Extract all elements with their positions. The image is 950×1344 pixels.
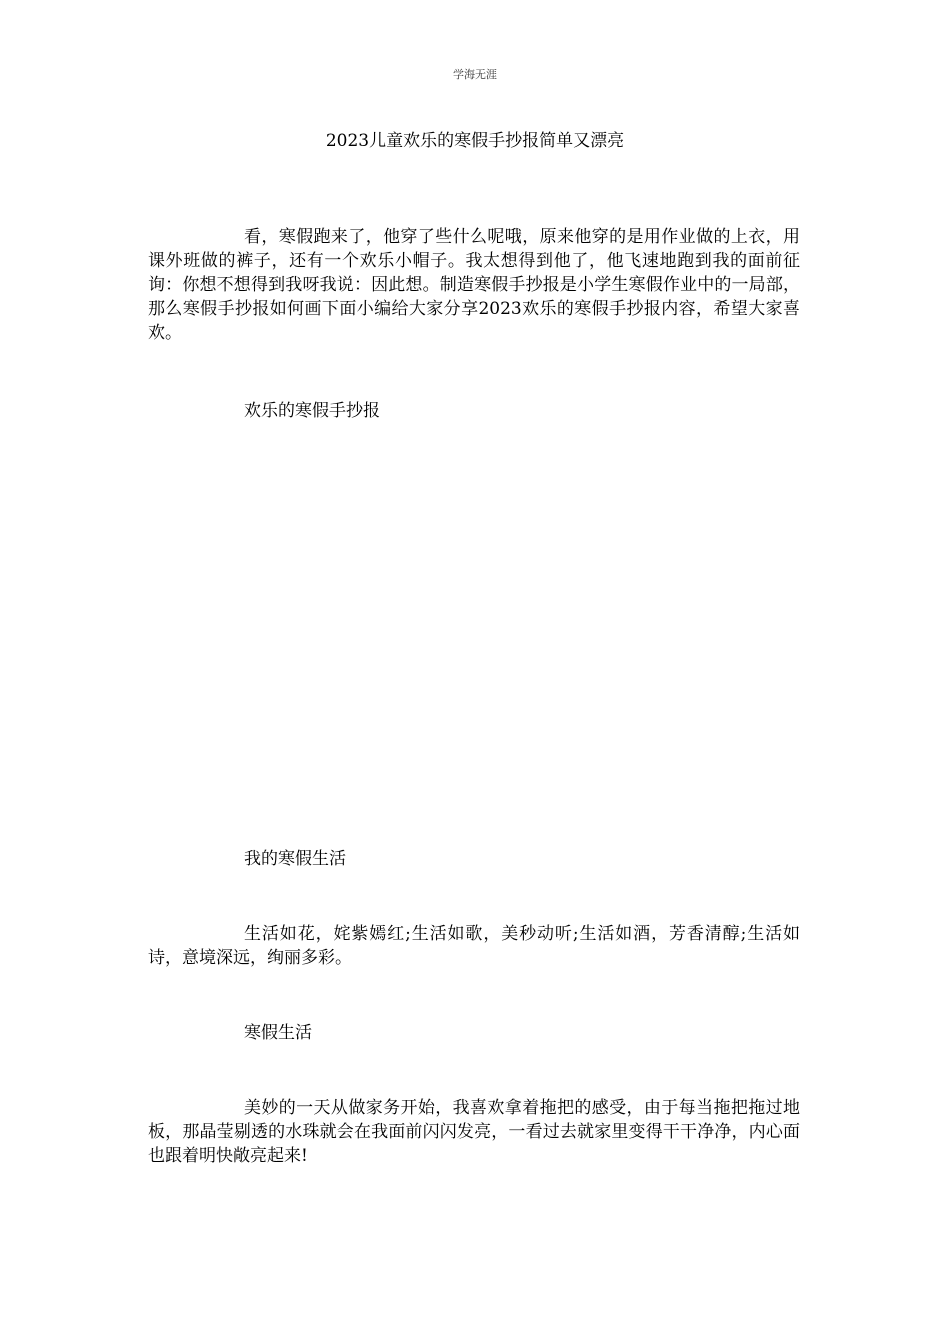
chores-paragraph: 美妙的一天从做家务开始，我喜欢拿着拖把的感受，由于每当拖把拖过地板，那晶莹剔透的水珠就会在我面前闪闪发亮，一看过去就家里变得干干净净，内心面也跟着明快敞亮起来! — [148, 1098, 800, 1166]
life-paragraph: 生活如花，姹紫嫣红;生活如歌，美秒动听;生活如酒，芳香清醇;生活如诗，意境深远，绚丽多彩。 — [148, 924, 800, 968]
document-title: 2023儿童欢乐的寒假手抄报简单又漂亮 — [325, 131, 625, 151]
section-heading-winter-life: 寒假生活 — [244, 1023, 312, 1043]
page-header: 学海无涯 — [453, 68, 497, 81]
section-heading-handout: 欢乐的寒假手抄报 — [244, 401, 380, 421]
section-heading-my-winter-life: 我的寒假生活 — [244, 849, 346, 869]
intro-paragraph: 看，寒假跑来了，他穿了些什么呢哦，原来他穿的是用作业做的上衣，用课外班做的裤子，还有一个欢乐小帽子。我太想得到他了，他飞速地跑到我的面前征询：你想不想得到我呀我说：因此想。制造寒假手抄报是小学生寒假作业中的一局部，那么寒假手抄报如何画下面小编给大家分享2023欢乐的寒假手抄报内容，希望大家喜欢。 — [148, 227, 800, 343]
